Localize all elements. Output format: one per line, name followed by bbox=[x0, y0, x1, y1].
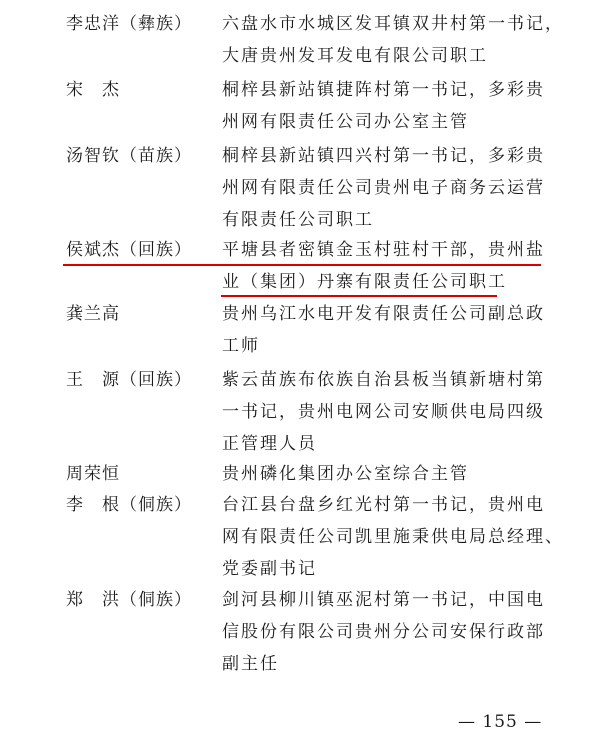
person-description bbox=[222, 590, 552, 686]
person-name: 李 根（侗族） bbox=[66, 495, 192, 515]
person-name: 李忠洋（彝族） bbox=[66, 14, 192, 34]
person-name: 王 源（回族） bbox=[66, 370, 192, 390]
description-line: 网有限责任公司凯里施秉供电局总经理、 bbox=[222, 527, 564, 547]
description-line: 一书记，贵州电网公司安顺供电局四级 bbox=[222, 402, 545, 422]
description-line: 有限责任公司职工 bbox=[222, 210, 374, 230]
person-name: 龚兰高 bbox=[66, 304, 120, 324]
person-description bbox=[222, 495, 564, 591]
description-line: 信股份有限公司贵州分公司安保行政部 bbox=[222, 622, 545, 642]
red-underline bbox=[221, 295, 497, 297]
description-line: 州网有限责任公司办公室主管 bbox=[222, 112, 469, 132]
red-underline bbox=[63, 264, 541, 266]
description-line: 贵州乌江水电开发有限责任公司副总政 bbox=[222, 304, 545, 324]
person-name: 周荣恒 bbox=[66, 464, 120, 484]
description-line: 工师 bbox=[222, 336, 260, 356]
person-name: 侯斌杰（回族） bbox=[66, 240, 192, 260]
person-name: 郑 洪（侗族） bbox=[66, 590, 192, 610]
description-line: 台江县台盘乡红光村第一书记，贵州电 bbox=[222, 495, 545, 515]
page-number: — 155 — bbox=[458, 712, 543, 732]
description-line: 紫云苗族布依族自治县板当镇新塘村第 bbox=[222, 370, 545, 390]
person-description bbox=[222, 304, 552, 368]
person-description bbox=[222, 370, 552, 466]
description-line: 平塘县者密镇金玉村驻村干部，贵州盐 bbox=[222, 240, 545, 260]
description-line: 贵州磷化集团办公室综合主管 bbox=[222, 464, 469, 484]
person-name: 宋 杰 bbox=[66, 80, 120, 100]
person-description bbox=[222, 464, 552, 496]
description-line: 正管理人员 bbox=[222, 434, 317, 454]
description-line: 桐梓县新站镇捷阵村第一书记，多彩贵 bbox=[222, 80, 545, 100]
person-description bbox=[222, 80, 552, 144]
description-line: 党委副书记 bbox=[222, 559, 317, 579]
description-line: 剑河县柳川镇巫泥村第一书记，中国电 bbox=[222, 590, 545, 610]
person-description bbox=[222, 146, 552, 242]
description-line: 六盘水市水城区发耳镇双井村第一书记， bbox=[222, 14, 564, 34]
description-line: 副主任 bbox=[222, 654, 279, 674]
description-line: 业（集团）丹寨有限责任公司职工 bbox=[222, 272, 507, 292]
person-description bbox=[222, 14, 564, 78]
description-line: 桐梓县新站镇四兴村第一书记，多彩贵 bbox=[222, 146, 545, 166]
description-line: 大唐贵州发耳发电有限公司职工 bbox=[222, 46, 488, 66]
person-name: 汤智钦（苗族） bbox=[66, 146, 192, 166]
description-line: 州网有限责任公司贵州电子商务云运营 bbox=[222, 178, 545, 198]
